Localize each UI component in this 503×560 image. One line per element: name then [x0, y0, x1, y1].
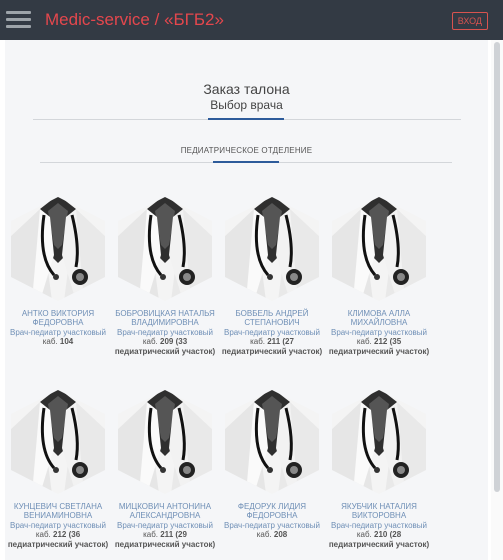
doctor-name[interactable]: МИЦКОВИЧ АНТОНИНА АЛЕКСАНДРОВНА	[118, 502, 212, 521]
doctor-coat-stethoscope-icon	[331, 197, 427, 301]
doctor-coat-stethoscope-icon	[10, 197, 106, 301]
doctor-role: Врач-педиатр участковый	[223, 327, 321, 337]
doctor-coat-stethoscope-icon	[10, 390, 106, 494]
room-number: 212	[374, 337, 388, 347]
doctor-card[interactable]	[5, 390, 111, 549]
doctor-role: Врач-педиатр участковый	[9, 520, 107, 530]
doctor-room	[5, 530, 111, 549]
room-number: 210	[374, 530, 388, 540]
room-prefix: каб.	[256, 530, 272, 540]
doctor-coat-stethoscope-icon	[117, 197, 213, 301]
doctor-room	[219, 337, 325, 356]
doctor-name[interactable]: КУНЦЕВИЧ СВЕТЛАНА ВЕНИАМИНОВНА	[13, 502, 103, 521]
brand-name[interactable]: Medic-service	[45, 10, 150, 29]
plot-number: (35 педиатрический участок)	[328, 337, 430, 356]
brand-separator: /	[154, 10, 160, 29]
room-number: 209	[160, 337, 174, 347]
doctor-room	[326, 530, 432, 549]
doctor-card[interactable]	[326, 197, 432, 356]
doctor-name[interactable]: АНТКО ВИКТОРИЯ ФЕДОРОВНА	[21, 309, 95, 328]
room-prefix: каб.	[143, 530, 158, 540]
doctor-role: Врач-педиатр участковый	[223, 520, 321, 530]
doctor-room	[219, 530, 325, 539]
page-subtitle: Выбор врача	[210, 98, 283, 112]
scrollbar-thumb[interactable]	[494, 42, 500, 492]
department-title: ПЕДИАТРИЧЕСКОЕ ОТДЕЛЕНИЕ	[180, 146, 313, 155]
doctor-name[interactable]: КЛИМОВА АЛЛА МИХАЙЛОВНА	[347, 309, 411, 328]
plot-number: (28 педиатрический участок)	[328, 530, 430, 549]
doctor-name[interactable]: БОВБЕЛЬ АНДРЕЙ СТЕПАНОВИЧ	[235, 309, 309, 328]
doctor-card[interactable]	[5, 197, 111, 347]
doctor-coat-stethoscope-icon	[117, 390, 213, 494]
scrollbar[interactable]	[491, 40, 503, 560]
hamburger-menu-icon[interactable]	[6, 11, 31, 29]
room-number: 212	[53, 530, 67, 540]
page-title: Заказ талона	[203, 81, 290, 97]
doctor-card[interactable]	[112, 390, 218, 549]
doctor-coat-stethoscope-icon	[224, 197, 320, 301]
room-prefix: каб.	[42, 337, 58, 347]
room-prefix: каб.	[356, 530, 372, 540]
room-number: 208	[273, 530, 288, 540]
doctor-room	[112, 530, 218, 549]
app-title[interactable]	[45, 10, 224, 30]
room-prefix: каб.	[142, 337, 158, 347]
doctor-name[interactable]: ЯКУБЧИК НАТАЛИЯ ВИКТОРОВНА	[341, 502, 417, 521]
doctor-room	[326, 337, 432, 356]
plot-number: (29 педиатрический участок)	[114, 530, 216, 549]
doctor-card[interactable]	[112, 197, 218, 356]
doctor-name[interactable]: ФЕДОРУК ЛИДИЯ ФЕДОРОВНА	[237, 502, 307, 521]
title-divider-accent	[208, 118, 284, 120]
department-divider-accent	[213, 161, 279, 163]
room-prefix: каб.	[250, 337, 265, 347]
doctor-name[interactable]: БОБРОВИЦКАЯ НАТАЛЬЯ ВЛАДИМИРОВНА	[115, 309, 215, 328]
doctor-card[interactable]	[326, 390, 432, 549]
room-number: 211	[267, 337, 281, 347]
main-content	[5, 40, 488, 560]
doctor-coat-stethoscope-icon	[331, 390, 427, 494]
room-prefix: каб.	[356, 337, 372, 347]
organization-name: «БГБ2»	[164, 10, 224, 29]
plot-number: (27 педиатрический участок)	[221, 337, 323, 356]
top-navbar	[0, 0, 503, 40]
doctor-coat-stethoscope-icon	[224, 390, 320, 494]
doctor-card[interactable]	[219, 390, 325, 540]
room-number: 211	[160, 530, 174, 540]
doctor-role: Врач-педиатр участковый	[330, 327, 428, 337]
doctor-room	[112, 337, 218, 356]
doctor-role: Врач-педиатр участковый	[330, 520, 428, 530]
room-number: 104	[59, 337, 74, 347]
doctor-role: Врач-педиатр участковый	[116, 520, 214, 530]
doctor-room	[5, 337, 111, 346]
login-button[interactable]: ВХОД	[452, 12, 488, 30]
plot-number: (33 педиатрический участок)	[114, 337, 216, 356]
plot-number: (36 педиатрический участок)	[7, 530, 109, 549]
room-prefix: каб.	[35, 530, 51, 540]
doctor-card[interactable]	[219, 197, 325, 356]
doctor-role: Врач-педиатр участковый	[116, 327, 214, 337]
doctor-role: Врач-педиатр участковый	[9, 327, 107, 337]
